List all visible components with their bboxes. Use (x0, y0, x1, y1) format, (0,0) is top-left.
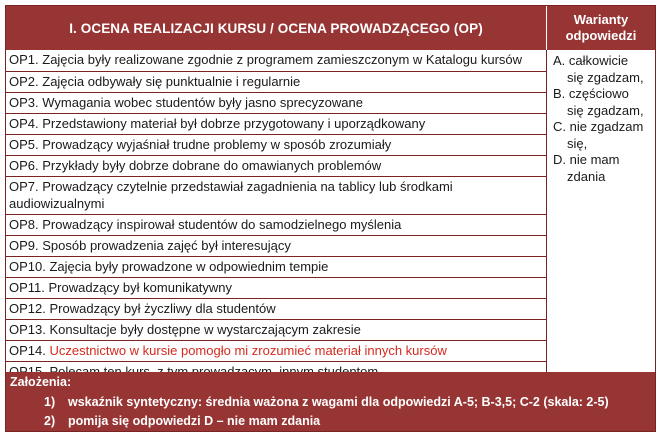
assumption-number: 2) (44, 414, 56, 428)
question-id: OP3. (9, 95, 39, 110)
question-row (6, 277, 547, 298)
assumptions-title: Założenia: (10, 375, 72, 389)
assumption-item (44, 414, 320, 428)
answer-option-lead: A. całkowicie (553, 53, 629, 68)
answer-option-lead: D. nie mam (553, 152, 620, 167)
question-row (6, 155, 547, 176)
question-row (6, 256, 547, 277)
answer-option-continuation: się zgadzam, (567, 102, 644, 118)
question-text: Prowadzący inspirował studentów do samodzielnego myślenia (42, 217, 402, 232)
survey-table (5, 5, 656, 432)
answer-option-lead: B. częściowo (553, 86, 629, 101)
question-row (6, 319, 547, 340)
answer-option-d (547, 152, 655, 185)
answer-option-continuation: zdania (567, 168, 606, 184)
question-row (6, 50, 547, 71)
question-text: Przedstawiony materiał był dobrze przygotowany i uporządkowany (42, 116, 426, 131)
question-row (6, 298, 547, 319)
question-text: Przykłady były dobrze dobrane do omawianych problemów (42, 158, 382, 173)
question-text: Prowadzący czytelnie przedstawiał zagadnienia na tablicy lub środkami audiowizualnymi (9, 179, 453, 211)
question-text: Sposób prowadzenia zajęć był interesujący (42, 238, 291, 253)
assumption-text: wskaźnik syntetyczny: średnia ważona z wagami dla odpowiedzi A-5; B-3,5; C-2 (skala: 2-5) (68, 395, 609, 409)
question-id: OP1. (9, 52, 39, 67)
answer-variants-heading-line1: Warianty (573, 12, 629, 27)
question-id: OP11. (9, 280, 45, 295)
question-row (6, 176, 547, 214)
question-row (6, 214, 547, 235)
question-id: OP13. (9, 322, 46, 337)
assumptions-footer (6, 372, 655, 431)
question-text: Prowadzący był komunikatywny (48, 280, 233, 295)
section-title: I. OCENA REALIZACJI KURSU / OCENA PROWADZĄCEGO (OP) (6, 6, 547, 50)
answer-option-c (547, 119, 655, 152)
question-text: Konsultacje były dostępne w wystarczającym zakresie (49, 322, 361, 337)
answer-variants-heading (547, 6, 655, 50)
question-row (6, 92, 547, 113)
question-id: OP7. (9, 179, 39, 194)
assumption-number: 1) (44, 395, 56, 409)
question-id: OP12. (9, 301, 46, 316)
answer-variants-heading-line2: odpowiedzi (565, 28, 637, 43)
assumption-text: pomija się odpowiedzi D – nie mam zdania (68, 414, 321, 428)
question-id: OP4. (9, 116, 39, 131)
question-list (6, 50, 547, 382)
question-id: OP2. (9, 74, 39, 89)
question-text: Zajęcia były realizowane zgodnie z programem zamieszczonym w Katalogu kursów (42, 52, 523, 67)
answer-option-b (547, 86, 655, 119)
question-row (6, 340, 547, 361)
answer-option-continuation: się zgadzam, (567, 69, 644, 85)
answer-option-a (547, 53, 655, 86)
question-row (6, 134, 547, 155)
question-text: Prowadzący był życzliwy dla studentów (49, 301, 276, 316)
question-id: OP8. (9, 217, 39, 232)
question-text: Wymagania wobec studentów były jasno sprecyzowane (42, 95, 363, 110)
answer-variants (547, 50, 655, 372)
table-header (6, 6, 655, 50)
assumption-item (44, 395, 609, 409)
answer-option-lead: C. nie zgadzam (553, 119, 644, 134)
question-id: OP5. (9, 137, 39, 152)
question-text: Zajęcia były prowadzone w odpowiednim tempie (49, 259, 329, 274)
question-row (6, 235, 547, 256)
answer-option-continuation: się, (567, 135, 588, 151)
question-text-highlighted: Uczestnictwo w kursie pomogło mi zrozumieć materiał innych kursów (49, 343, 447, 358)
question-row (6, 113, 547, 134)
question-id: OP9. (9, 238, 39, 253)
question-text: Zajęcia odbywały się punktualnie i regularnie (42, 74, 301, 89)
question-text: Prowadzący wyjaśniał trudne problemy w sposób zrozumiały (42, 137, 392, 152)
question-id: OP10. (9, 259, 46, 274)
question-row (6, 71, 547, 92)
question-id: OP14. (9, 343, 46, 358)
question-id: OP6. (9, 158, 39, 173)
